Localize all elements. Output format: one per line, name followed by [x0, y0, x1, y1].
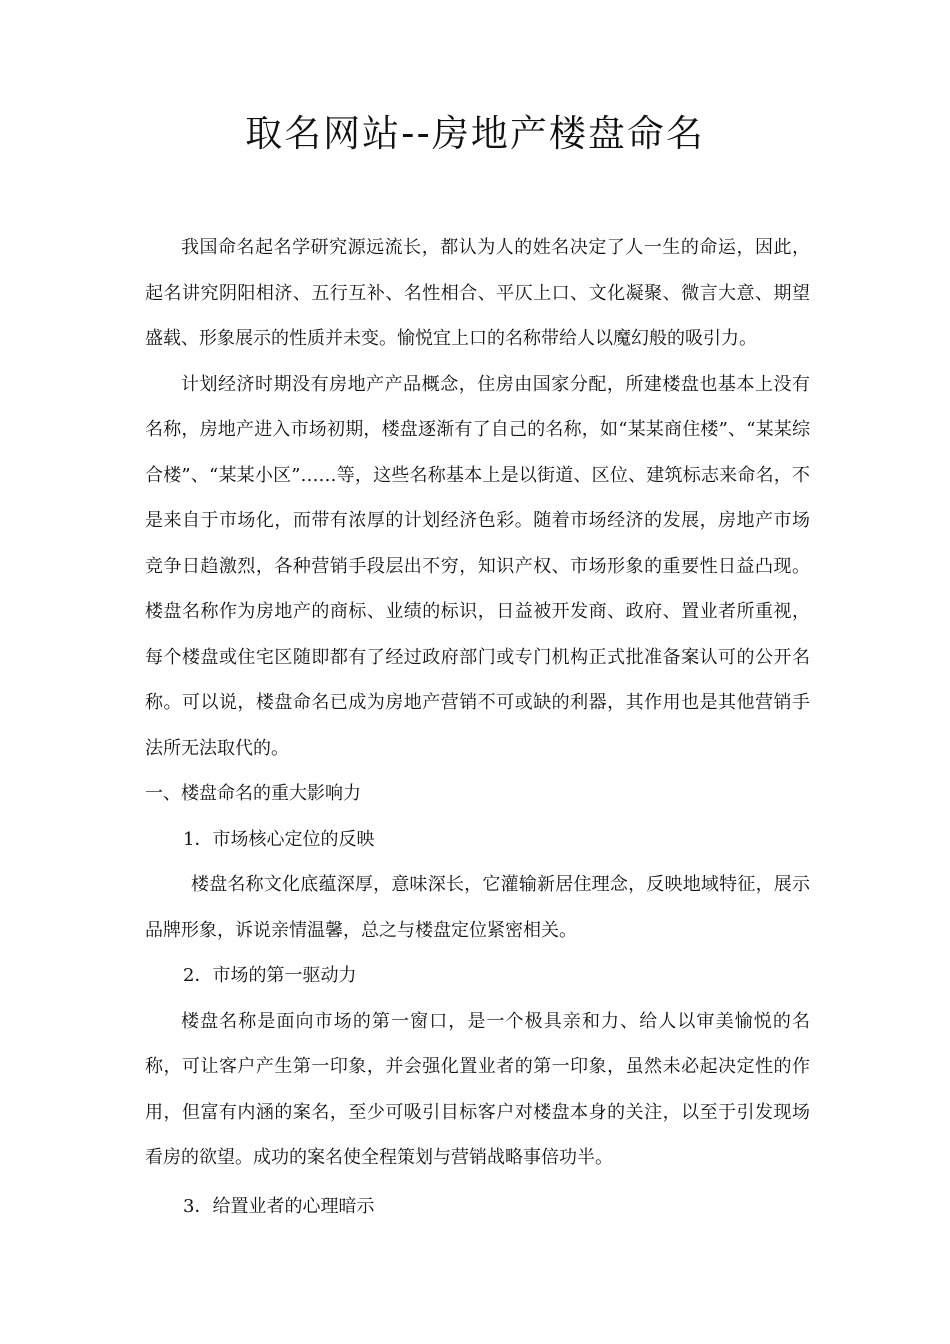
- subsection-paragraph-1: 楼盘名称文化底蕴深厚，意味深长，它灌输新居住理念，反映地域特征，展示品牌形象，诉说亲情温馨，总之与楼盘定位紧密相关。: [145, 874, 810, 941]
- document-body: [145, 225, 810, 1229]
- intro-paragraph: 我国命名起名学研究源远流长，都认为人的姓名决定了人一生的命运，因此，起名讲究阴阳相济、五行互补、名性相合、平仄上口、文化凝聚、微言大意、期望盛载、形象展示的性质并未变。愉悦宜上口的名称带给人以魔幻般的吸引力。: [145, 237, 810, 349]
- subsection-heading-3: 3．给置业者的心理暗示: [183, 1195, 375, 1217]
- subsection-heading-1: 1．市场核心定位的反映: [183, 828, 375, 850]
- subsection-paragraph-2: 楼盘名称是面向市场的第一窗口，是一个极具亲和力、给人以审美愉悦的名称，可让客户产生第一印象，并会强化置业者的第一印象，虽然未必起决定性的作用，但富有内涵的案名，至少可吸引目标客户对楼盘本身的关注，以至于引发现场看房的欲望。成功的案名使全程策划与营销战略事倍功半。: [145, 1010, 810, 1168]
- subsection-heading-2: 2．市场的第一驱动力: [183, 965, 357, 986]
- document-title: 取名网站--房地产楼盘命名: [245, 112, 705, 155]
- section-heading-1: 一、楼盘命名的重大影响力: [145, 783, 361, 804]
- history-paragraph: 计划经济时期没有房地产产品概念，住房由国家分配，所建楼盘也基本上没有名称，房地产进入市场初期，楼盘逐渐有了自己的名称，如“某某商住楼”、“某某综合楼”、“某某小区”……等，这些名称基本上是以街道、区位、建筑标志来命名，不是来自于市场化，而带有浓厚的计划经济色彩。随着市场经济的发展，房地产市场竞争日趋激烈，各种营销手段层出不穷，知识产权、市场形象的重要性日益凸现。楼盘名称作为房地产的商标、业绩的标识，日益被开发商、政府、置业者所重视，每个楼盘或住宅区随即都有了经过政府部门或专门机构正式批准备案认可的公开名称。可以说，楼盘命名已成为房地产营销不可或缺的利器，其作用也是其他营销手法所无法取代的。: [145, 373, 810, 759]
